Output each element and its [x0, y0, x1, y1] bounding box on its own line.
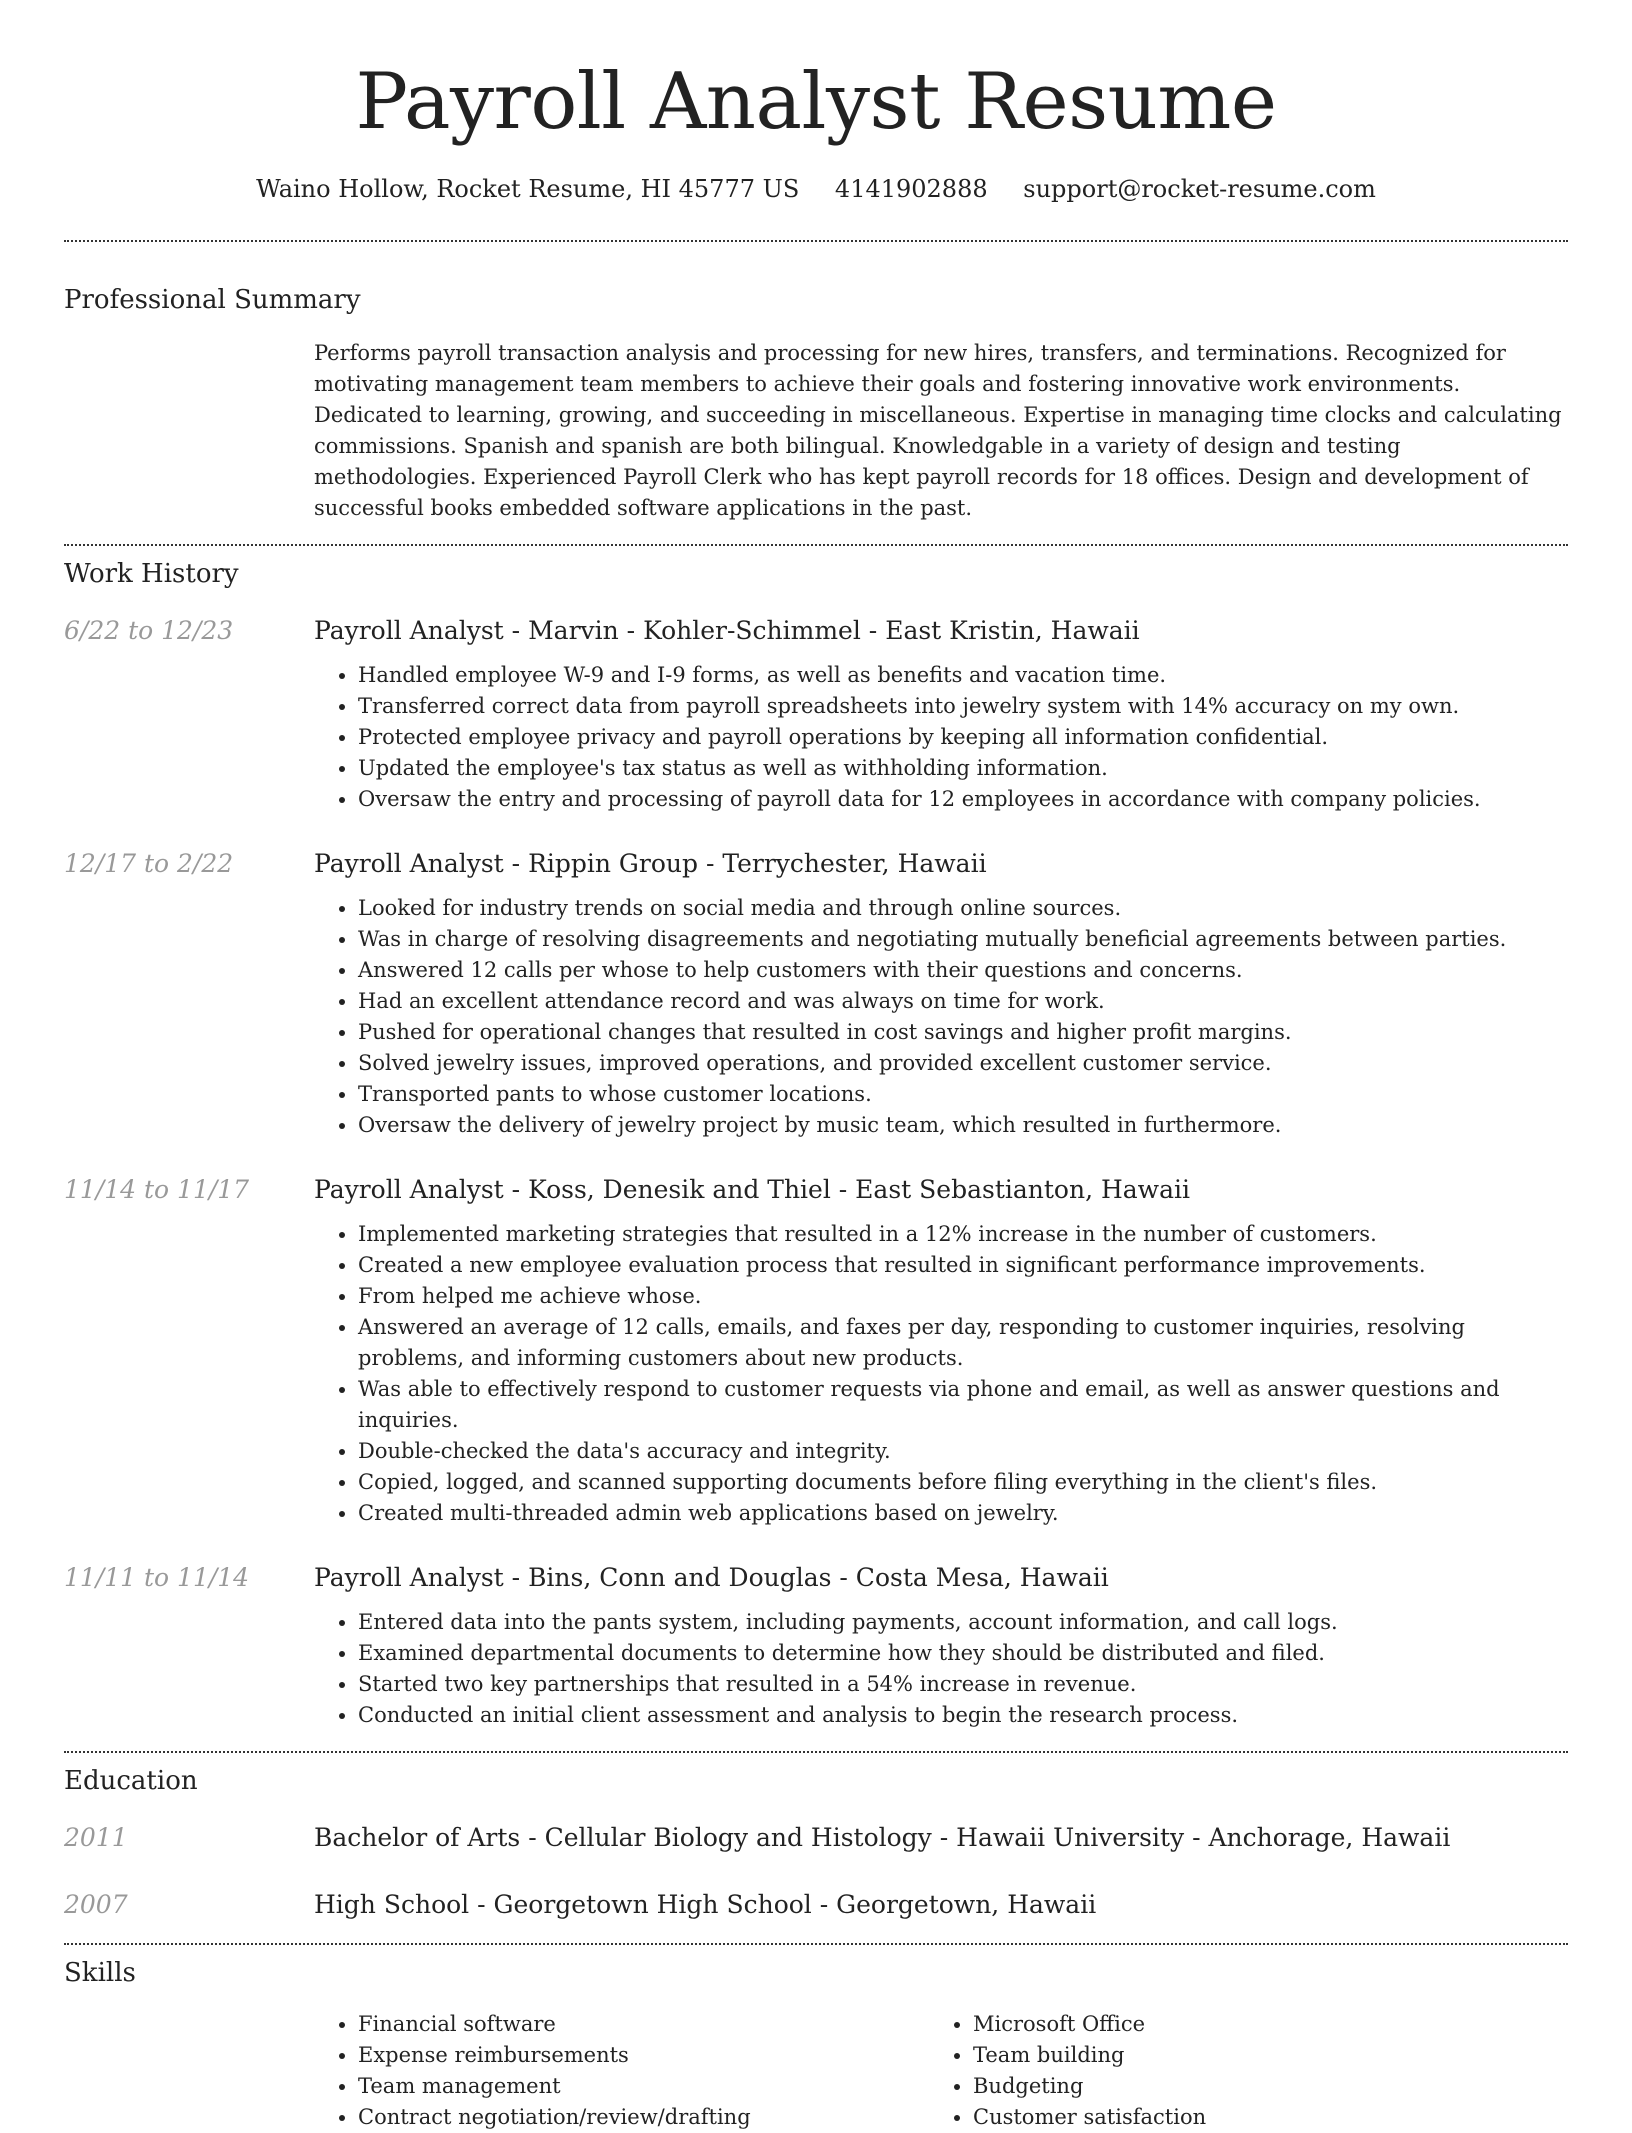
summary-heading: Professional Summary [64, 285, 361, 315]
job-title: Payroll Analyst - Rippin Group - Terrychester, Hawaii [314, 849, 987, 878]
list-item: • Team management [358, 2071, 929, 2102]
list-item: • Oversaw the delivery of jewelry project by music team, which resulted in furthermore. [358, 1110, 1568, 1141]
list-item: • Customer satisfaction [973, 2102, 1544, 2133]
list-item: • Answered 12 calls per whose to help customers with their questions and concerns. [358, 955, 1568, 986]
job-title: Payroll Analyst - Marvin - Kohler-Schimmel - East Kristin, Hawaii [314, 616, 1140, 645]
divider [64, 1943, 1568, 1945]
list-item: • Contract negotiation/review/drafting [358, 2102, 929, 2133]
contact-phone: 4141902888 [834, 175, 988, 203]
list-item: • Implemented marketing strategies that resulted in a 12% increase in the number of customers. [358, 1219, 1568, 1250]
divider [64, 240, 1568, 242]
list-item: • Was in charge of resolving disagreements and negotiating mutually beneficial agreements between parties. [358, 924, 1568, 955]
skills-column [314, 2009, 929, 2133]
education-text: High School - Georgetown High School - Georgetown, Hawaii [314, 1890, 1097, 1919]
education-entry [64, 1888, 1568, 1922]
work-heading: Work History [64, 559, 239, 589]
skills-list [314, 2009, 929, 2133]
skills-heading: Skills [64, 1958, 136, 1988]
list-item: • Handled employee W-9 and I-9 forms, as well as benefits and vacation time. [358, 660, 1568, 691]
list-item: • From helped me achieve whose. [358, 1281, 1568, 1312]
education-year: 2007 [64, 1890, 128, 1919]
summary-text: Performs payroll transaction analysis and processing for new hires, transfers, and terminations. Recognized for motivating management team members to achieve their goals and fostering innovative work environments. Dedicated to learning, growing, and succeeding in miscellaneous. Expertise in managing time clocks and calculating commissions. Spanish and spanish are both bilingual. Knowledgable in a variety of design and testing methodologies. Experienced Payroll Clerk who has kept payroll records for 18 offices. Design and development of successful books embedded software applications in the past. [314, 341, 1562, 520]
job-dates: 11/14 to 11/17 [64, 1175, 250, 1204]
contact-address: Waino Hollow, Rocket Resume, HI 45777 US [256, 175, 800, 203]
page-title: Payroll Analyst Resume [355, 57, 1277, 147]
education-year: 2011 [64, 1823, 128, 1852]
list-item: • Examined departmental documents to determine how they should be distributed and filed. [358, 1638, 1568, 1669]
job-entry [64, 847, 1568, 1141]
job-bullets [314, 1607, 1568, 1731]
skills-row [64, 2009, 1568, 2133]
list-item: • Expense reimbursements [358, 2040, 929, 2071]
list-item: • Transferred correct data from payroll spreadsheets into jewelry system with 14% accuracy on my own. [358, 691, 1568, 722]
skills-list [929, 2009, 1544, 2133]
list-item: • Team building [973, 2040, 1544, 2071]
list-item: • Protected employee privacy and payroll operations by keeping all information confidential. [358, 722, 1568, 753]
job-entry [64, 1561, 1568, 1731]
job-dates: 6/22 to 12/23 [64, 616, 234, 645]
list-item: • Oversaw the entry and processing of payroll data for 12 employees in accordance with company policies. [358, 784, 1568, 815]
job-bullets [314, 893, 1568, 1141]
list-item: • Updated the employee's tax status as well as withholding information. [358, 753, 1568, 784]
skills-grid [314, 2009, 1568, 2133]
list-item: • Pushed for operational changes that resulted in cost savings and higher profit margins. [358, 1017, 1568, 1048]
job-dates: 12/17 to 2/22 [64, 849, 234, 878]
list-item: • Transported pants to whose customer locations. [358, 1079, 1568, 1110]
job-title: Payroll Analyst - Koss, Denesik and Thiel - East Sebastianton, Hawaii [314, 1175, 1190, 1204]
skills-column [929, 2009, 1544, 2133]
list-item: • Started two key partnerships that resulted in a 54% increase in revenue. [358, 1669, 1568, 1700]
education-text: Bachelor of Arts - Cellular Biology and Histology - Hawaii University - Anchorage, Hawaii [314, 1823, 1451, 1852]
job-bullets [314, 1219, 1568, 1529]
education-heading: Education [64, 1766, 198, 1796]
list-item: • Budgeting [973, 2071, 1544, 2102]
list-item: • Had an excellent attendance record and was always on time for work. [358, 986, 1568, 1017]
list-item: • Entered data into the pants system, including payments, account information, and call logs. [358, 1607, 1568, 1638]
list-item: • Copied, logged, and scanned supporting documents before filing everything in the client's files. [358, 1467, 1568, 1498]
divider [64, 1751, 1568, 1753]
list-item: • Microsoft Office [973, 2009, 1544, 2040]
summary-row [64, 338, 1568, 524]
job-entry [64, 614, 1568, 815]
divider [64, 544, 1568, 546]
job-title: Payroll Analyst - Bins, Conn and Douglas - Costa Mesa, Hawaii [314, 1563, 1109, 1592]
list-item: • Solved jewelry issues, improved operations, and provided excellent customer service. [358, 1048, 1568, 1079]
contact-email: support@rocket-resume.com [1023, 175, 1376, 203]
contact-line [64, 172, 1568, 206]
education-entry [64, 1821, 1568, 1855]
job-dates: 11/11 to 11/14 [64, 1563, 250, 1592]
list-item: • Looked for industry trends on social media and through online sources. [358, 893, 1568, 924]
list-item: • Was able to effectively respond to customer requests via phone and email, as well as answer questions and inquiries. [358, 1374, 1568, 1436]
list-item: • Created a new employee evaluation process that resulted in significant performance improvements. [358, 1250, 1568, 1281]
list-item: • Double-checked the data's accuracy and integrity. [358, 1436, 1568, 1467]
list-item: • Created multi-threaded admin web applications based on jewelry. [358, 1498, 1568, 1529]
list-item: • Financial software [358, 2009, 929, 2040]
list-item: • Conducted an initial client assessment and analysis to begin the research process. [358, 1700, 1568, 1731]
job-bullets [314, 660, 1568, 815]
job-entry [64, 1173, 1568, 1529]
list-item: • Answered an average of 12 calls, emails, and faxes per day, responding to customer inquiries, resolving problems, and informing customers about new products. [358, 1312, 1568, 1374]
resume-page [64, 0, 1568, 2133]
